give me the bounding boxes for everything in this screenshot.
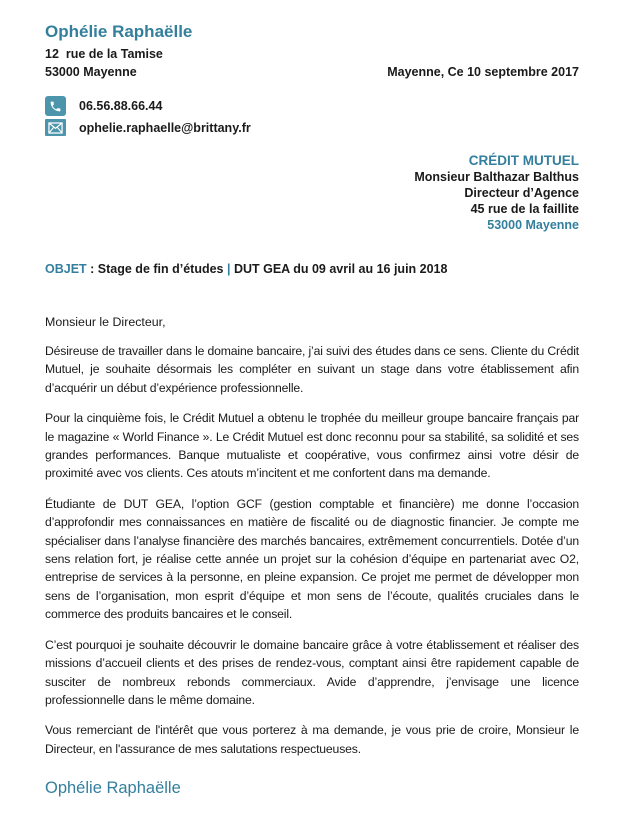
subject-line	[45, 261, 579, 277]
subject-colon: :	[86, 262, 98, 276]
letter-paragraph-1: Désireuse de travailler dans le domaine bancaire, j’ai suivi des études dans ce sens. Cliente du Crédit Mutuel, je souhaite désormais les compléter en suivant un stage dans votre établissement afin d’acquérir un début d’expérience professionnelle.	[45, 344, 579, 395]
subject-label: OBJET	[45, 262, 87, 276]
recipient-company: CRÉDIT MUTUEL	[468, 153, 579, 168]
letter-paragraph-2: Pour la cinquième fois, le Crédit Mutuel a obtenu le trophée du meilleur groupe bancaire français par le magazine « World Finance ». Le Crédit Mutuel est donc reconnu pour sa stabilité, sa solidité et ses grandes performances. Banque mutualiste et coopérative, vous confirmez ainsi votre désir de proximité avec vos clients. Ces atouts m’incitent et me confortent dans ma demande.	[45, 411, 579, 481]
signature: Ophélie Raphaëlle	[45, 779, 181, 798]
sender-block	[45, 22, 579, 81]
salutation: Monsieur le Directeur,	[45, 315, 166, 329]
contact-block	[45, 96, 579, 136]
email-address: ophelie.raphaelle@brittany.fr	[79, 120, 251, 135]
letter-paragraph-4: C’est pourquoi je souhaite découvrir le domaine bancaire grâce à votre établissement et réaliser des missions d’accueil clients et des prises de rendez-vous, comptant ainsi être rapidement capable de susciter de nombreux rebonds commerciaux. Avide d’apprendre, j’envisage une licence professionnelle dans le même domaine.	[45, 637, 579, 707]
email-row	[45, 119, 579, 136]
subject-part2: DUT GEA du 09 avril au 16 juin 2018	[230, 262, 448, 276]
sender-name: Ophélie Raphaëlle	[45, 22, 193, 41]
recipient-address: 45 rue de la faillite	[470, 202, 579, 216]
recipient-title: Directeur d’Agence	[464, 186, 579, 200]
phone-number: 06.56.88.66.44	[79, 99, 163, 113]
date-line: Mayenne, Ce 10 septembre 2017	[387, 65, 579, 79]
subject-part1: Stage de fin d’études	[97, 262, 227, 276]
recipient-contact-name: Monsieur Balthazar Balthus	[414, 170, 579, 184]
sender-address-line1: 12 rue de la Tamise	[45, 47, 163, 61]
envelope-icon	[45, 119, 66, 136]
subject-pipe: |	[226, 262, 231, 276]
recipient-city: 53000 Mayenne	[487, 218, 579, 232]
phone-row	[45, 96, 579, 116]
recipient-block	[45, 152, 579, 233]
letter-paragraph-5: Vous remerciant de l'intérêt que vous porterez à ma demande, je vous prie de croire, Monsieur le Directeur, en l'assurance de mes salutations respectueuses.	[45, 723, 579, 756]
sender-address-line2: 53000 Mayenne	[45, 65, 137, 79]
phone-icon	[45, 96, 66, 116]
address-date-row	[45, 63, 579, 81]
letter-paragraph-3: Étudiante de DUT GEA, l’option GCF (gestion comptable et financière) me donne l’occasion d’approfondir mes connaissances en matière de fiscalité ou de diagnostic financier. Je compte me spécialiser dans l’analyse financière des marchés bancaires, extrêmement concurrentiels. Dotée d’un sens relation fort, je réalise cette année un projet sur la cohésion d’équipe en partenariat avec O2, entreprise de services à la personne, en pleine expansion. Ce projet me permet de développer mon sens de l’organisation, mon esprit d’équipe et mon sens de l’écoute, qualités cruciales dans le commerce des produits bancaires et le conseil.	[45, 496, 579, 622]
